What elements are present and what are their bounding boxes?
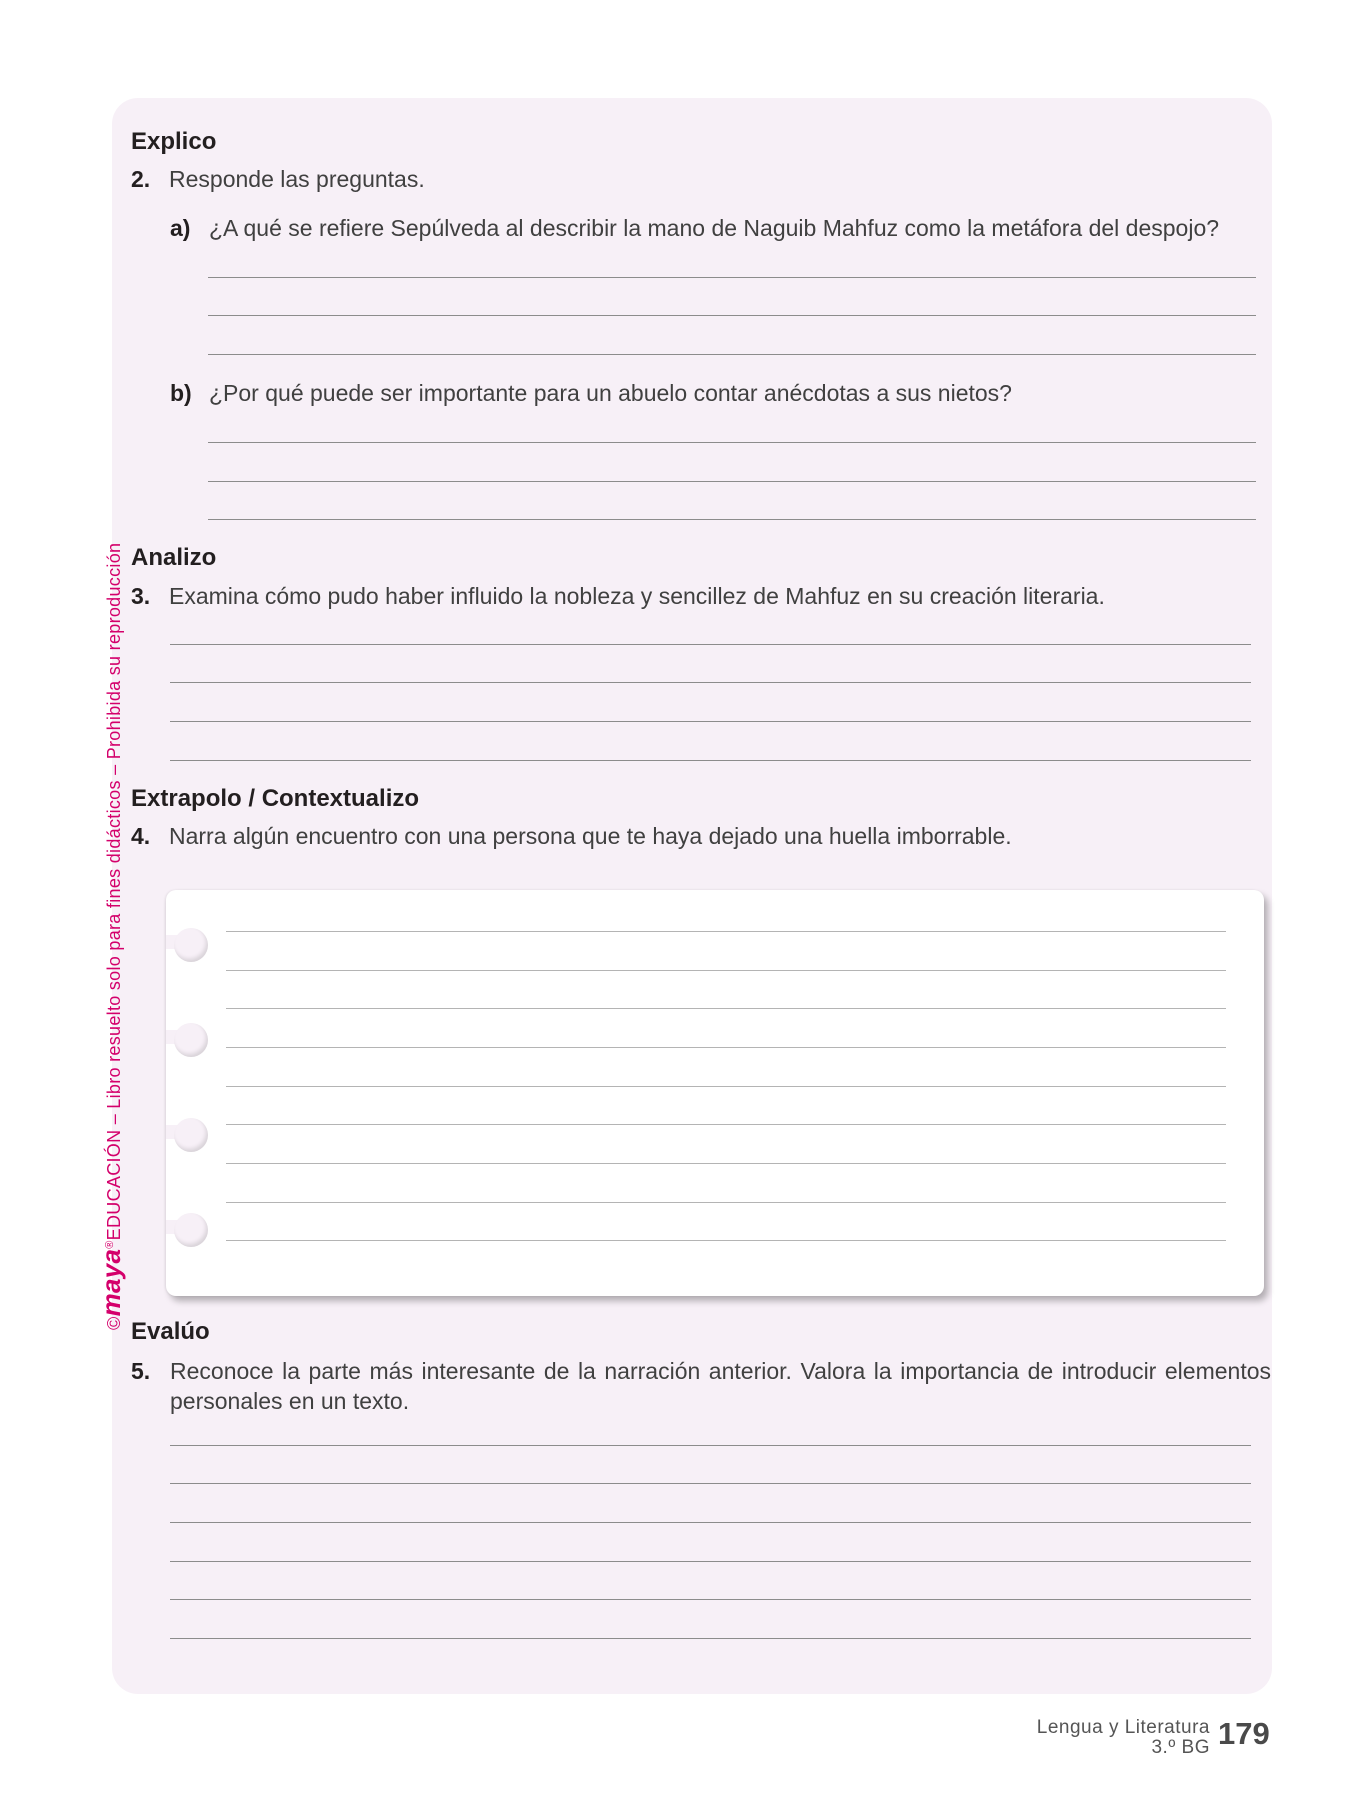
- copyright-symbol: ©: [104, 1316, 124, 1330]
- answer-line[interactable]: [170, 721, 1251, 722]
- question-3: [131, 583, 1105, 610]
- notebook-line[interactable]: [226, 1124, 1226, 1125]
- answer-line[interactable]: [208, 519, 1256, 520]
- question-text: Narra algún encuentro con una persona que te haya dejado una huella imborrable.: [169, 823, 1012, 849]
- notebook-line[interactable]: [226, 1163, 1226, 1164]
- section-heading-evaluo: Evalúo: [131, 1318, 210, 1345]
- ring-hole-icon: [174, 1213, 208, 1247]
- item-label: a): [170, 215, 191, 241]
- ring-hole-icon: [174, 928, 208, 962]
- question-number: 4.: [131, 823, 151, 849]
- answer-line[interactable]: [208, 442, 1256, 443]
- notebook-line[interactable]: [226, 1008, 1226, 1009]
- question-text: Responde las preguntas.: [169, 166, 425, 192]
- section-heading-explico: Explico: [131, 128, 217, 155]
- registered-mark: ®: [104, 1240, 116, 1249]
- notebook-line[interactable]: [226, 1047, 1226, 1048]
- answer-line[interactable]: [170, 1638, 1251, 1639]
- notebook-line[interactable]: [226, 931, 1226, 932]
- question-number: 3.: [131, 583, 151, 609]
- question-number: 5.: [131, 1358, 151, 1384]
- notebook-line[interactable]: [226, 970, 1226, 971]
- notebook-writing-area[interactable]: [166, 890, 1264, 1296]
- question-text: Reconoce la parte más interesante de la narración anterior. Valora la importancia de introducir elementos personales en un texto.: [170, 1358, 1271, 1414]
- page-number: 179: [1218, 1716, 1270, 1751]
- question-2a: [170, 215, 1219, 242]
- answer-line[interactable]: [208, 315, 1256, 316]
- answer-line[interactable]: [170, 1483, 1251, 1484]
- ring-hole-icon: [174, 1023, 208, 1057]
- answer-line[interactable]: [170, 760, 1251, 761]
- answer-line[interactable]: [208, 354, 1256, 355]
- answer-line[interactable]: [208, 277, 1256, 278]
- item-text: ¿A qué se refiere Sepúlveda al describir la mano de Naguib Mahfuz como la metáfora del despojo?: [209, 215, 1220, 241]
- section-heading-analizo: Analizo: [131, 544, 217, 571]
- copyright-text: EDUCACIÓN – Libro resuelto solo para fines didácticos – Prohibida su reproducción: [104, 542, 124, 1241]
- question-text: Examina cómo pudo haber influido la nobleza y sencillez de Mahfuz en su creación literaria.: [169, 583, 1105, 609]
- ring-hole-icon: [174, 1118, 208, 1152]
- notebook-line[interactable]: [226, 1202, 1226, 1203]
- answer-line[interactable]: [170, 1599, 1251, 1600]
- question-number: 2.: [131, 166, 151, 192]
- answer-line[interactable]: [170, 682, 1251, 683]
- notebook-line[interactable]: [226, 1240, 1226, 1241]
- footer-subject: Lengua y Literatura: [1036, 1717, 1210, 1738]
- item-text: ¿Por qué puede ser importante para un abuelo contar anécdotas a sus nietos?: [209, 380, 1012, 406]
- answer-line[interactable]: [170, 1445, 1251, 1446]
- question-4: [131, 823, 1012, 850]
- footer-grade: 3.º BG: [1151, 1737, 1210, 1758]
- question-5: [131, 1356, 1271, 1416]
- copyright-notice: [96, 543, 127, 1330]
- footer-subject-block: [1037, 1718, 1210, 1758]
- answer-line[interactable]: [208, 481, 1256, 482]
- answer-line[interactable]: [170, 644, 1251, 645]
- section-heading-extrapolo: Extrapolo / Contextualizo: [131, 785, 420, 812]
- maya-logo: maya: [96, 1248, 126, 1317]
- question-2: [131, 166, 425, 193]
- item-label: b): [170, 380, 192, 406]
- answer-line[interactable]: [170, 1561, 1251, 1562]
- answer-line[interactable]: [170, 1522, 1251, 1523]
- question-2b: [170, 380, 1012, 407]
- notebook-line[interactable]: [226, 1086, 1226, 1087]
